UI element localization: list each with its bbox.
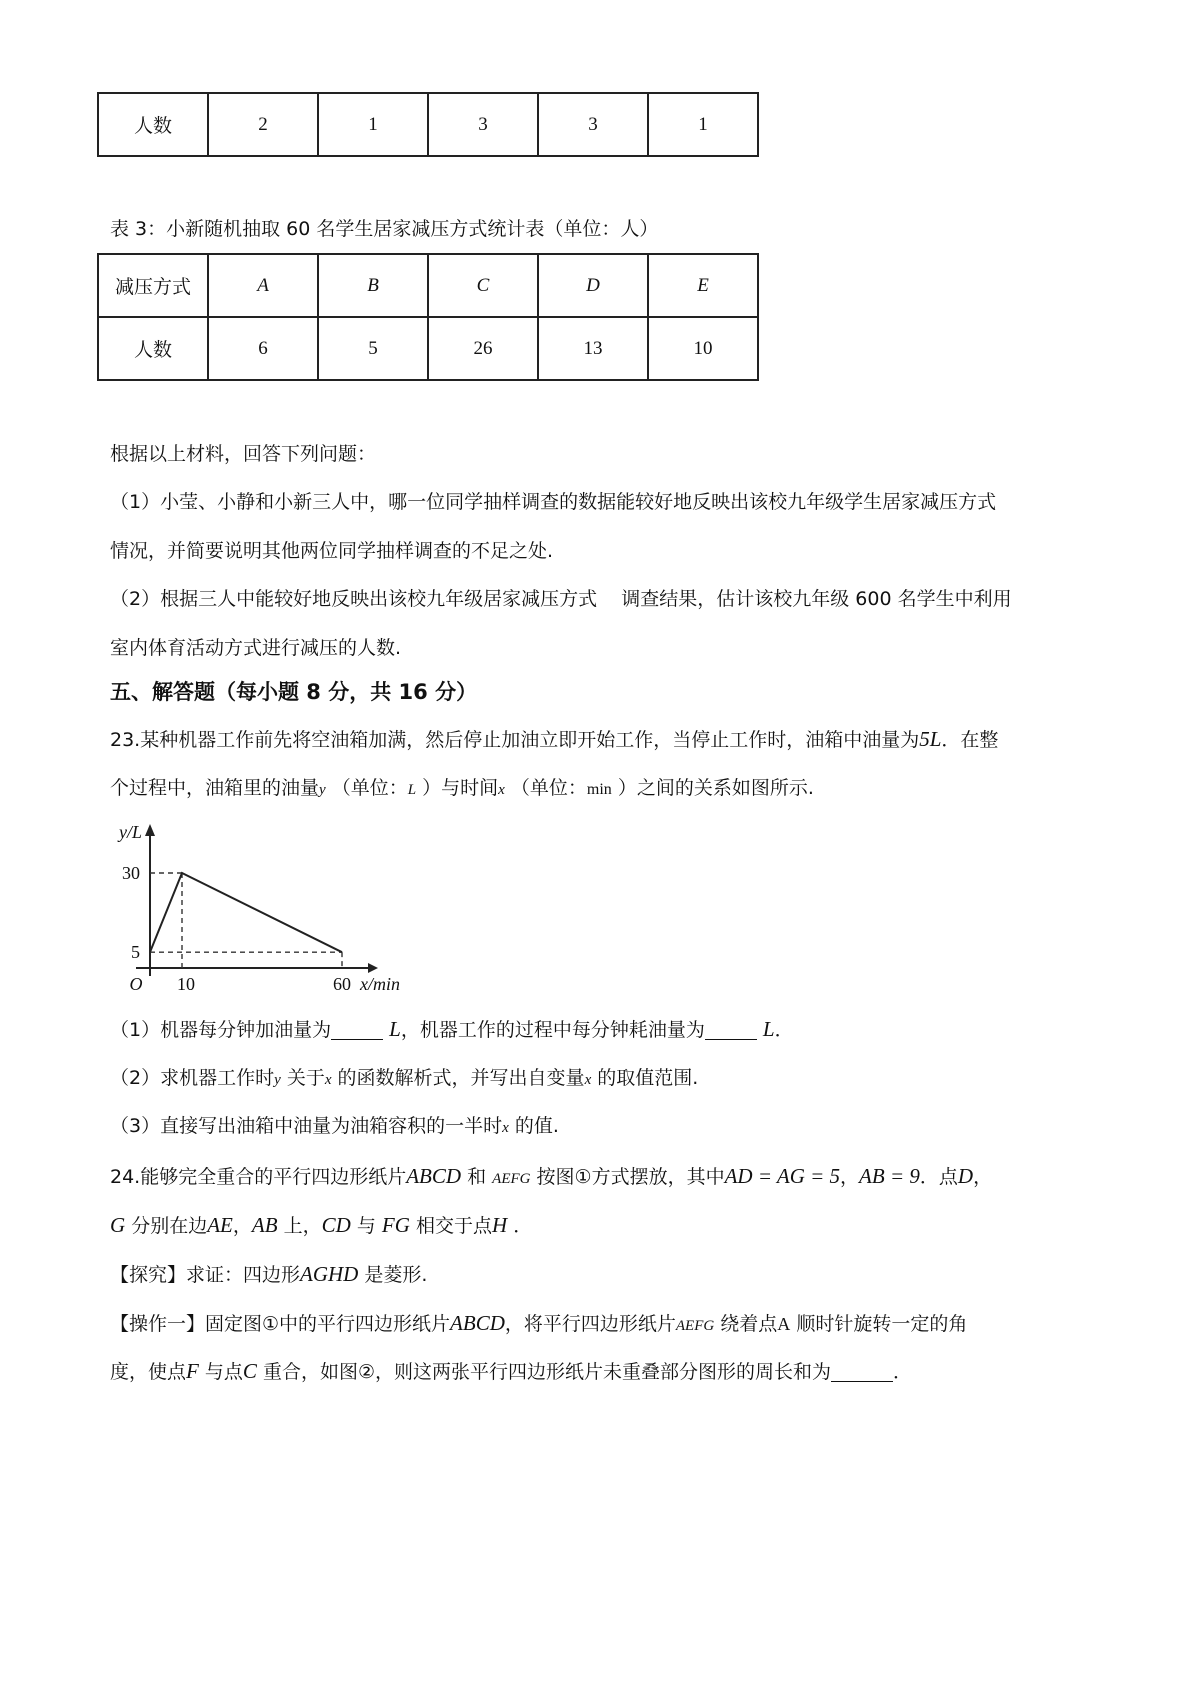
math-ab: AB xyxy=(251,1213,278,1237)
math-g: G xyxy=(110,1213,126,1237)
table-cell: 3 xyxy=(428,93,538,156)
math-c: C xyxy=(242,1359,257,1383)
y-tick-label: 30 xyxy=(122,863,140,883)
row-label: 人数 xyxy=(98,317,208,380)
var-y: y xyxy=(319,782,326,798)
table-header-cell: C xyxy=(428,254,538,317)
q24-text: ，将平行四边形纸片 xyxy=(504,1313,676,1335)
q24-explore xyxy=(110,1260,1100,1289)
answer-blank[interactable] xyxy=(831,1361,893,1382)
q24-text: 按图①方式摆放，其中 xyxy=(536,1166,725,1188)
q23-text: （1）机器每分钟加油量为 xyxy=(110,1019,332,1041)
q24-text: ．点 xyxy=(919,1166,958,1188)
table-header-cell: A xyxy=(208,254,318,317)
math-eq2: AB = 9 xyxy=(859,1164,920,1188)
q24-text: ， xyxy=(232,1215,252,1237)
row-label: 人数 xyxy=(98,93,208,156)
q23-sub2 xyxy=(110,1064,1100,1094)
table-cell: 5 xyxy=(318,317,428,380)
q23-text: 的函数解析式，并写出自变量 xyxy=(337,1067,585,1089)
q23-text: 个过程中，油箱里的油量 xyxy=(110,777,320,799)
x-tick-label: 60 xyxy=(333,974,351,993)
math-aefg: AEFG xyxy=(675,1318,715,1334)
table-header-cell: D xyxy=(538,254,648,317)
q22-part1-line1: （1）小莹、小静和小新三人中，哪一位同学抽样调查的数据能较好地反映出该校九年级学生居家减压方式 xyxy=(110,491,997,513)
q24-line1 xyxy=(110,1162,1100,1193)
table-header-cell: B xyxy=(318,254,428,317)
q23-math: 5L xyxy=(919,727,942,751)
math-abcd: ABCD xyxy=(406,1164,462,1188)
q24-line2: G 分别在边AE，AB 上，CD 与 FG 相交于点H ． xyxy=(110,1213,533,1237)
q23-text: 关于 xyxy=(286,1067,325,1089)
q24-text: ， xyxy=(973,1166,993,1188)
q23-text: 23.某种机器工作前先将空油箱加满，然后停止加油立即开始工作，当停止工作时，油箱中油量为 xyxy=(110,729,920,751)
q24-text: 上， xyxy=(283,1215,322,1237)
q22-part2-line2: 室内体育活动方式进行减压的人数. xyxy=(110,637,402,659)
math-aefg: AEFG xyxy=(492,1171,531,1187)
q24-operation1-line1 xyxy=(110,1309,1100,1340)
stat-table-3 xyxy=(97,253,759,381)
q24-text: 是菱形. xyxy=(364,1264,428,1286)
answer-blank[interactable] xyxy=(331,1019,383,1040)
math-h: H xyxy=(491,1213,508,1237)
q24-text: 与 xyxy=(356,1215,376,1237)
table-cell: 1 xyxy=(648,93,758,156)
unit-min: min xyxy=(586,781,612,798)
y-tick-label: 5 xyxy=(131,942,140,963)
section-heading: 五、解答题（每小题 8 分，共 16 分） xyxy=(110,680,478,704)
q23-text: ，机器工作的过程中每分钟耗油量为 xyxy=(400,1019,705,1041)
math-ae: AE xyxy=(207,1213,233,1237)
table-cell: 10 xyxy=(648,317,758,380)
q24-operation1-line2 xyxy=(110,1357,1100,1386)
q22-part2-line1: （2）根据三人中能较好地反映出该校九年级居家减压方式 调查结果，估计该校九年级 600 名学生中利用 xyxy=(110,588,1012,610)
var-x: x xyxy=(498,782,505,798)
q23-text: （3）直接写出油箱中油量为油箱容积的一半时 xyxy=(110,1115,503,1137)
q24-text: 【操作一】固定图①中的平行四边形纸片 xyxy=(110,1313,451,1335)
q24-text: 分别在边 xyxy=(131,1215,208,1237)
table-header-cell: E xyxy=(648,254,758,317)
q23-text: ．在整 xyxy=(941,729,999,751)
q23-sub1 xyxy=(110,1015,1100,1044)
math-cd: CD xyxy=(321,1213,351,1237)
table-row xyxy=(98,317,758,380)
table-cell: 2 xyxy=(208,93,318,156)
intro-text: 根据以上材料，回答下列问题： xyxy=(110,443,377,465)
q23-text: 的值. xyxy=(514,1115,559,1137)
math-d: D xyxy=(957,1164,974,1188)
oil-volume-chart xyxy=(110,818,410,993)
table-row xyxy=(98,93,758,156)
q23-text: 的取值范围. xyxy=(597,1067,699,1089)
math-abcd: ABCD xyxy=(450,1311,505,1335)
var-x: x xyxy=(584,1072,592,1088)
chart-layer xyxy=(117,822,400,993)
q24-text: 与点 xyxy=(204,1361,243,1383)
q23-text: ）与时间 xyxy=(422,777,499,799)
unit-l: L xyxy=(762,1017,775,1041)
q24-text: 顺时针旋转一定的角 xyxy=(796,1313,968,1335)
q23-text: ）之间的关系如图所示. xyxy=(617,777,814,799)
table-cell: 3 xyxy=(538,93,648,156)
math-f: F xyxy=(186,1359,199,1383)
q23-text: （单位： xyxy=(331,777,408,799)
answer-blank[interactable] xyxy=(705,1019,757,1040)
y-axis-label: y/L xyxy=(118,822,142,842)
q24-text: 相交于点 xyxy=(415,1215,492,1237)
unit-l: L xyxy=(407,782,417,798)
q22-part1-line2: 情况，并简要说明其他两位同学抽样调查的不足之处. xyxy=(110,540,554,562)
header-label: 减压方式 xyxy=(98,254,208,317)
q24-text: 24.能够完全重合的平行四边形纸片 xyxy=(110,1166,407,1188)
var-y: y xyxy=(274,1072,281,1088)
unit-l: L xyxy=(389,1017,401,1041)
q24-text: ． xyxy=(893,1361,913,1383)
q24-text: 度，使点 xyxy=(110,1361,187,1383)
q23-line2 xyxy=(110,774,1100,804)
q24-text: 【探究】求证：四边形 xyxy=(110,1264,301,1286)
table-cell: 1 xyxy=(318,93,428,156)
y-axis-arrow xyxy=(145,824,155,836)
q24-text: 和 xyxy=(467,1166,487,1188)
q23-sub3 xyxy=(110,1112,1100,1142)
q23-text: ． xyxy=(774,1019,794,1041)
x-tick-label: 10 xyxy=(177,974,195,993)
var-x: x xyxy=(324,1072,332,1088)
var-x: x xyxy=(502,1120,509,1136)
table-cell: 26 xyxy=(428,317,538,380)
q23-text: （单位： xyxy=(510,777,587,799)
q24-text: ， xyxy=(840,1166,860,1188)
table-cell: 13 xyxy=(538,317,648,380)
math-aghd: AGHD xyxy=(300,1262,359,1286)
series-line xyxy=(150,873,342,952)
x-axis-arrow xyxy=(368,963,378,973)
math-eq1: AD = AG = 5 xyxy=(724,1164,841,1188)
table-row xyxy=(98,254,758,317)
q23-text: （2）求机器工作时 xyxy=(110,1067,275,1089)
table3-caption: 表 3：小新随机抽取 60 名学生居家减压方式统计表（单位：人） xyxy=(110,218,659,240)
math-a: A xyxy=(777,1314,791,1334)
stat-table-top xyxy=(97,92,759,157)
table-cell: 6 xyxy=(208,317,318,380)
q24-text: 重合，如图②，则这两张平行四边形纸片未重叠部分图形的周长和为 xyxy=(262,1361,832,1383)
q24-text: 绕着点 xyxy=(720,1313,778,1335)
origin-label: O xyxy=(129,974,143,993)
x-axis-label: x/min xyxy=(360,974,400,993)
math-fg: FG xyxy=(381,1213,410,1237)
q23-line1 xyxy=(110,725,1100,754)
